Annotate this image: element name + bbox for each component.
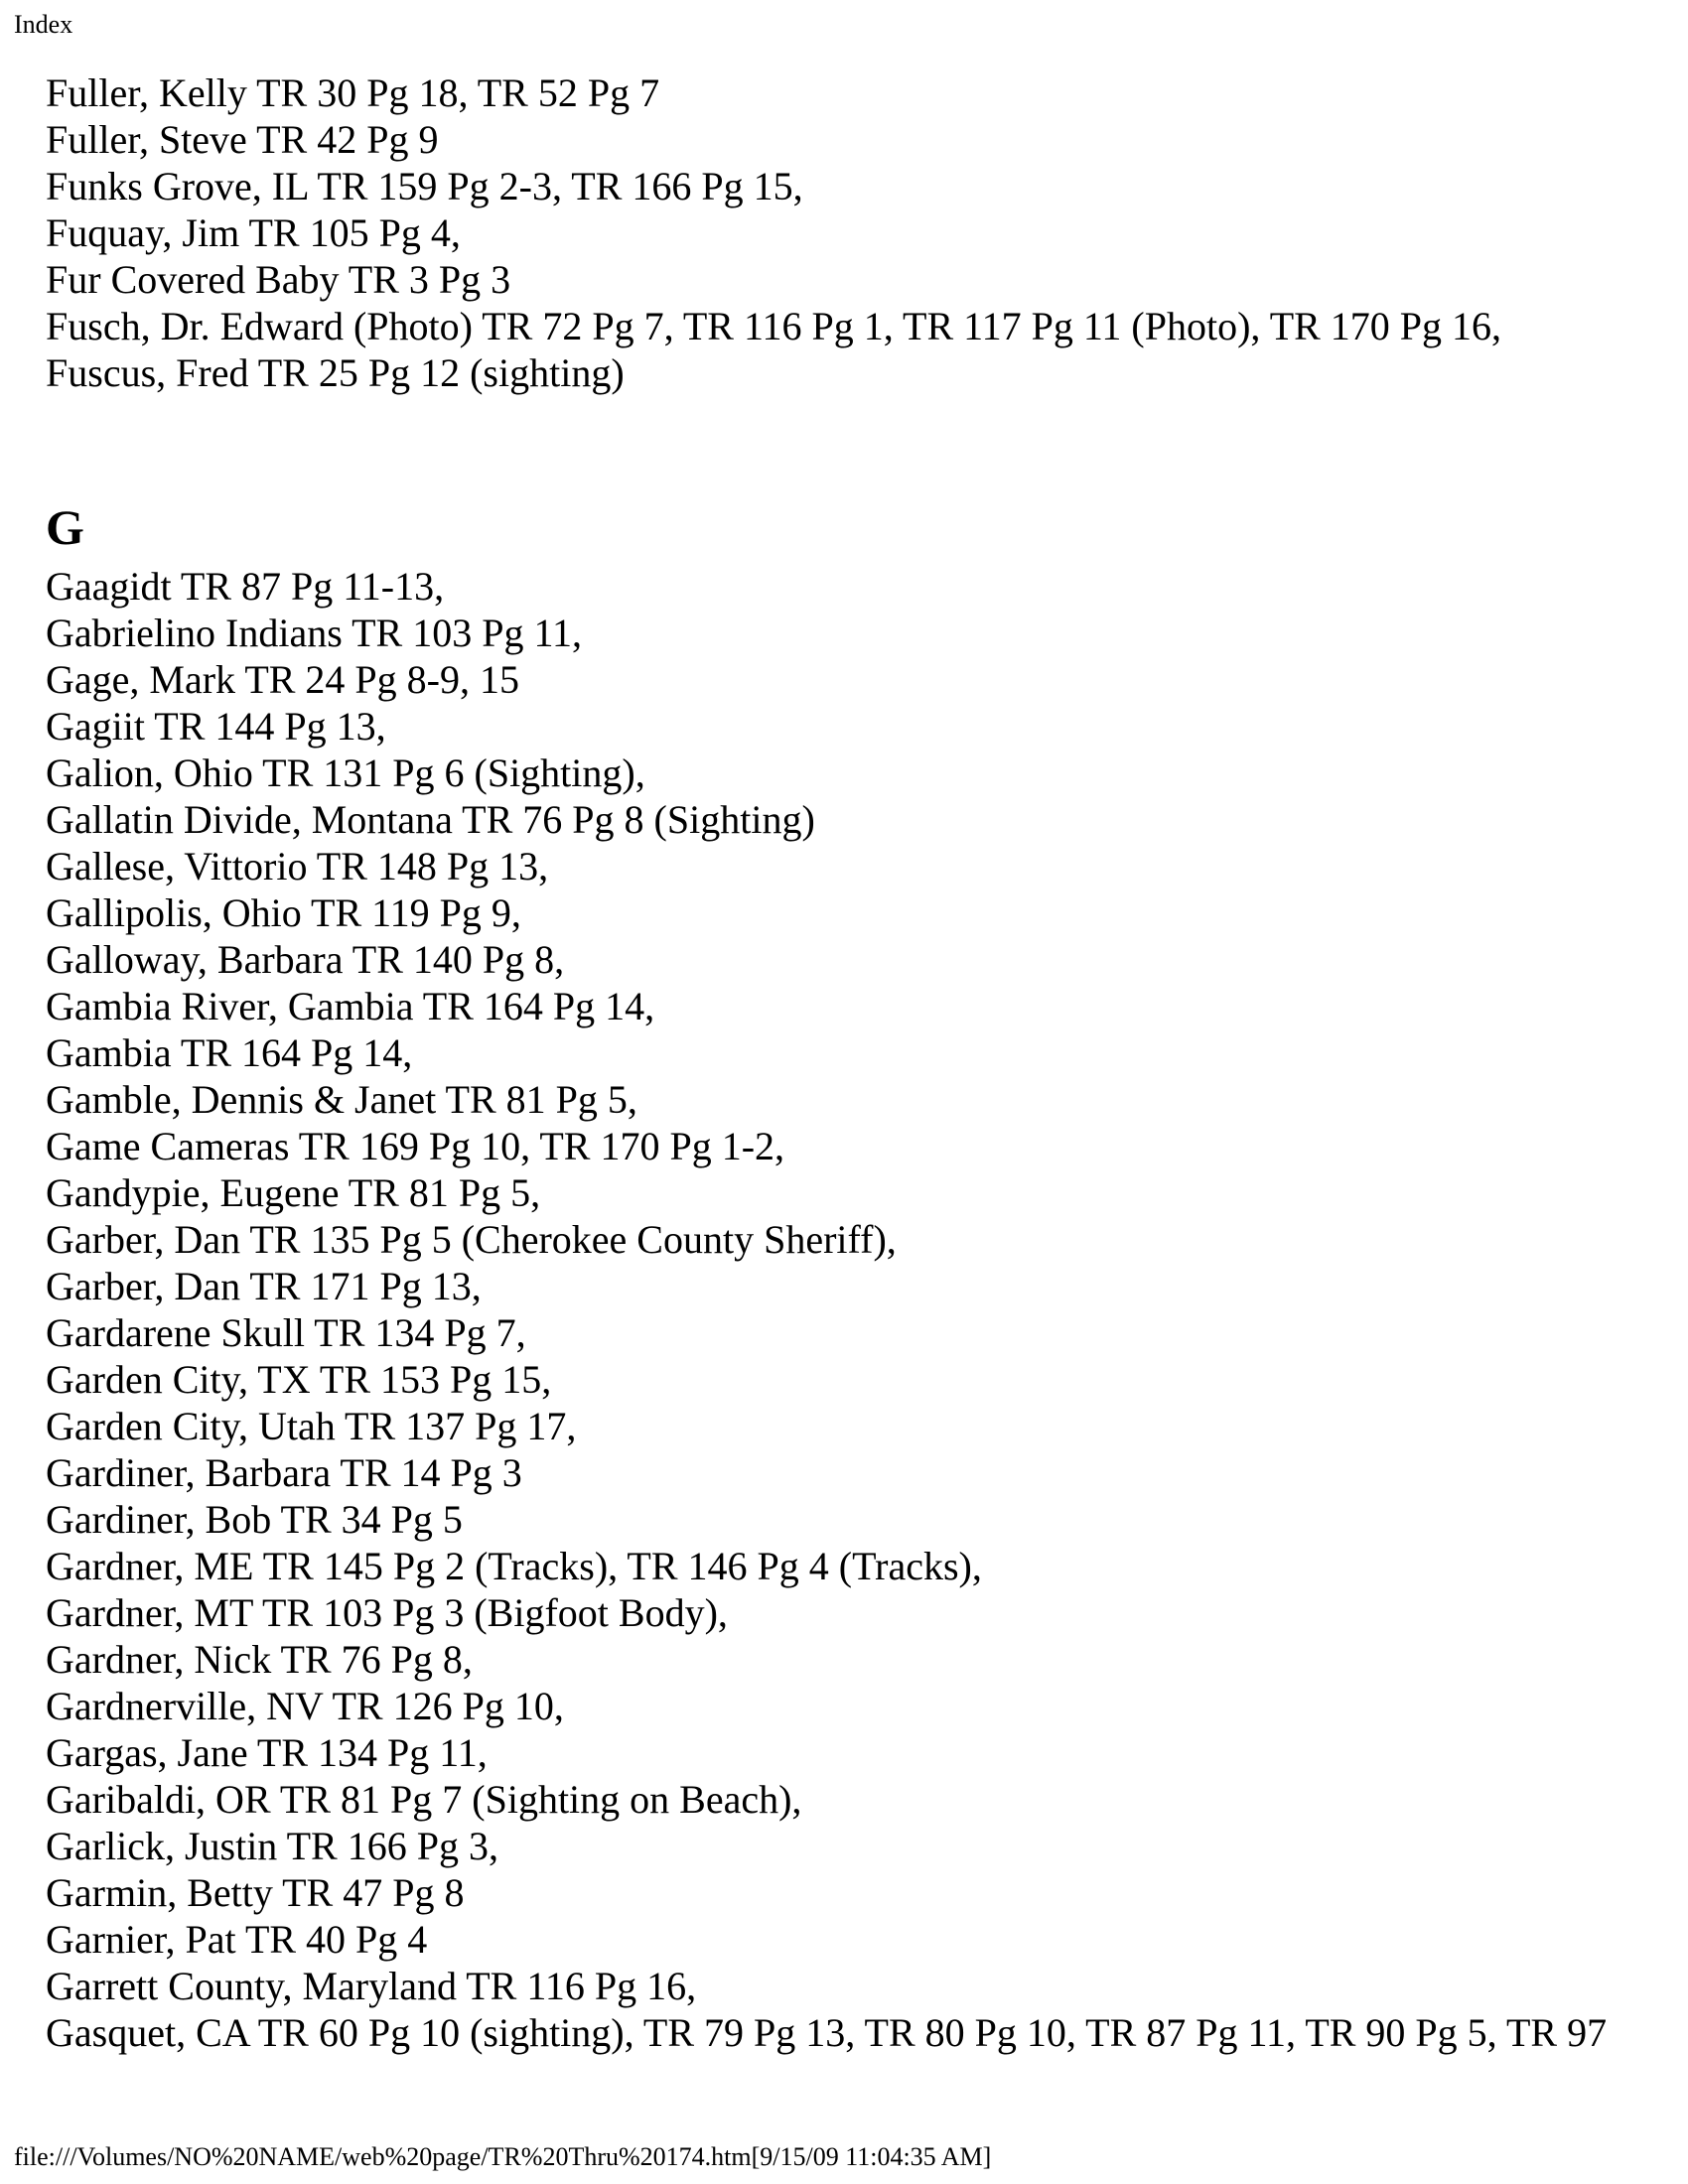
index-entry: Gasquet, CA TR 60 Pg 10 (sighting), TR 79 Pg 13, TR 80 Pg 10, TR 87 Pg 11, TR 90 Pg 5, TR 97 (46, 2010, 1608, 2055)
index-entry: Gaagidt TR 87 Pg 11-13, (46, 564, 445, 609)
index-section-g (46, 563, 1684, 2056)
index-entry: Gardiner, Barbara TR 14 Pg 3 (46, 1450, 522, 1495)
index-entry: Garnier, Pat TR 40 Pg 4 (46, 1917, 428, 1962)
index-entry: Galion, Ohio TR 131 Pg 6 (Sighting), (46, 751, 645, 795)
index-entry: Garmin, Betty TR 47 Pg 8 (46, 1870, 465, 1915)
index-entry: Garden City, Utah TR 137 Pg 17, (46, 1404, 577, 1448)
index-entry: Gabrielino Indians TR 103 Pg 11, (46, 611, 582, 655)
index-entry: Gardiner, Bob TR 34 Pg 5 (46, 1497, 463, 1542)
index-entry: Fuquay, Jim TR 105 Pg 4, (46, 210, 461, 255)
index-entry: Garber, Dan TR 171 Pg 13, (46, 1264, 482, 1308)
index-entry: Galloway, Barbara TR 140 Pg 8, (46, 937, 565, 982)
index-content (46, 69, 1684, 2056)
index-entry: Gardner, Nick TR 76 Pg 8, (46, 1637, 473, 1682)
index-entry: Gardarene Skull TR 134 Pg 7, (46, 1310, 526, 1355)
index-entry: Gardner, MT TR 103 Pg 3 (Bigfoot Body), (46, 1590, 728, 1635)
index-entry: Garrett County, Maryland TR 116 Pg 16, (46, 1964, 697, 2008)
index-entry: Fusch, Dr. Edward (Photo) TR 72 Pg 7, TR 116 Pg 1, TR 117 Pg 11 (Photo), TR 170 Pg 16, (46, 304, 1502, 348)
index-entry: Gardnerville, NV TR 126 Pg 10, (46, 1684, 564, 1728)
index-section-f-continued (46, 69, 1684, 396)
index-entry: Funks Grove, IL TR 159 Pg 2-3, TR 166 Pg 15, (46, 164, 803, 208)
index-entry: Garibaldi, OR TR 81 Pg 7 (Sighting on Beach), (46, 1777, 802, 1822)
index-entry: Gallese, Vittorio TR 148 Pg 13, (46, 844, 549, 888)
section-heading-g: G (46, 499, 84, 555)
index-entry: Garden City, TX TR 153 Pg 15, (46, 1357, 552, 1402)
index-entry: Fuller, Kelly TR 30 Pg 18, TR 52 Pg 7 (46, 70, 660, 115)
index-entry: Garlick, Justin TR 166 Pg 3, (46, 1824, 498, 1868)
print-header-title: Index (14, 10, 73, 39)
index-entry: Fuscus, Fred TR 25 Pg 12 (sighting) (46, 350, 625, 395)
index-entry: Gardner, ME TR 145 Pg 2 (Tracks), TR 146 Pg 4 (Tracks), (46, 1544, 982, 1588)
index-entry: Gallipolis, Ohio TR 119 Pg 9, (46, 890, 521, 935)
index-entry: Gage, Mark TR 24 Pg 8-9, 15 (46, 657, 519, 702)
index-entry: Gambia TR 164 Pg 14, (46, 1030, 413, 1075)
index-entry: Game Cameras TR 169 Pg 10, TR 170 Pg 1-2, (46, 1124, 785, 1168)
index-entry: Gamble, Dennis & Janet TR 81 Pg 5, (46, 1077, 637, 1122)
index-entry: Fuller, Steve TR 42 Pg 9 (46, 117, 439, 162)
index-entry: Fur Covered Baby TR 3 Pg 3 (46, 257, 511, 302)
index-entry: Gagiit TR 144 Pg 13, (46, 704, 386, 749)
index-entry: Gallatin Divide, Montana TR 76 Pg 8 (Sighting) (46, 797, 815, 842)
index-entry: Garber, Dan TR 135 Pg 5 (Cherokee County Sheriff), (46, 1217, 897, 1262)
index-entry: Gandypie, Eugene TR 81 Pg 5, (46, 1170, 541, 1215)
index-entry: Gambia River, Gambia TR 164 Pg 14, (46, 984, 655, 1028)
print-footer-url: file:///Volumes/NO%20NAME/web%20page/TR%20Thru%20174.htm[9/15/09 11:04:35 AM] (14, 2142, 992, 2171)
index-entry: Gargas, Jane TR 134 Pg 11, (46, 1730, 488, 1775)
